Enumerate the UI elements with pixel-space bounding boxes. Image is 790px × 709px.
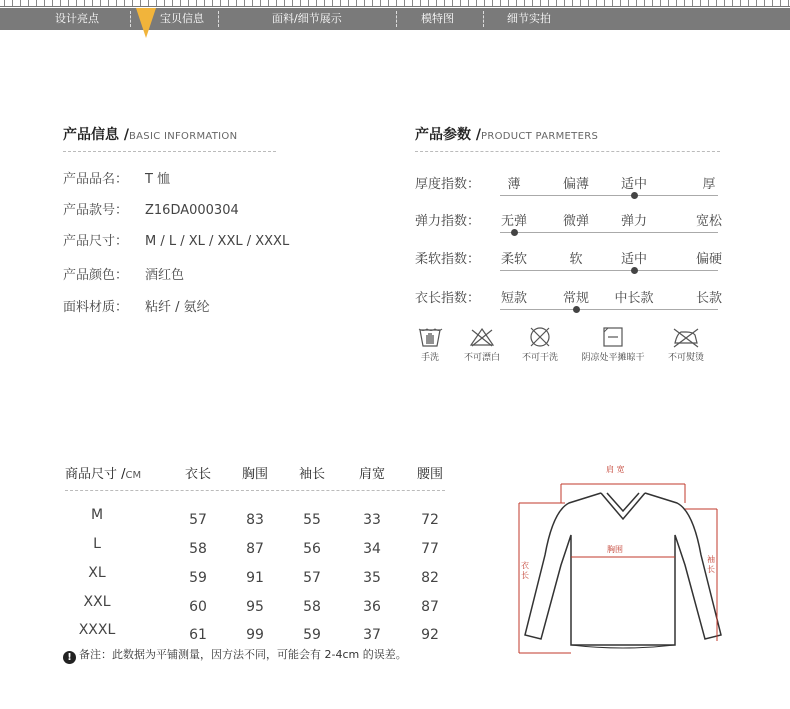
param-option: 宽松 [695, 214, 723, 229]
info-row-color [63, 264, 184, 283]
param-marker [573, 306, 580, 313]
param-option: 适中 [620, 177, 648, 192]
param-marker [631, 267, 638, 274]
care-label: 不可熨烫 [667, 353, 704, 363]
size-table-header [65, 463, 141, 482]
nav-design-highlights[interactable]: 设计亮点 [55, 12, 99, 25]
size-value-cell: 56 [303, 541, 321, 557]
param-option: 微弹 [562, 214, 590, 229]
info-value: 粘纤 / 氨纶 [145, 300, 210, 315]
nav-separator [130, 11, 131, 27]
size-value-cell: 57 [303, 570, 321, 586]
param-option: 薄 [507, 177, 521, 192]
size-column-header: 胸围 [241, 467, 269, 482]
param-option: 弹力 [620, 214, 648, 229]
size-cell: XL [88, 565, 106, 581]
size-cell: XXXL [78, 622, 116, 638]
care-item-dry-flat [577, 326, 649, 363]
garment-diagram [505, 455, 745, 665]
care-item-hand-wash [405, 326, 455, 363]
measurement-note [63, 646, 407, 664]
param-label: 柔软指数： [415, 252, 481, 267]
no-bleach-icon [468, 326, 496, 348]
basic-info-subtitle: BASIC INFORMATION [129, 131, 238, 142]
param-label: 弹力指数： [415, 214, 481, 229]
size-value-cell: 57 [189, 512, 207, 528]
info-label: 产品品名： [63, 172, 129, 187]
nav-detail-photos[interactable]: 细节实拍 [507, 12, 551, 25]
param-option: 常规 [562, 291, 590, 306]
size-cell: L [93, 536, 101, 552]
params-title: 产品参数 / [415, 127, 481, 143]
care-item-no-bleach [457, 326, 507, 363]
care-label: 不可干洗 [521, 353, 558, 363]
shoulder-width-label: 肩 宽 [606, 465, 625, 474]
param-option: 中长款 [614, 291, 654, 306]
param-scale-bar [500, 270, 718, 271]
info-value: 酒红色 [145, 268, 185, 283]
chest-label: 胸围 [607, 545, 623, 554]
size-value-cell: 99 [246, 627, 264, 643]
note-text: 备注：此数据为平铺测量，因方法不同，可能会有 2-4cm 的误差。 [79, 648, 407, 661]
care-item-no-iron [661, 326, 711, 363]
param-scale-bar [500, 309, 718, 310]
size-header-unit: CM [125, 470, 142, 481]
info-value: T 恤 [145, 172, 171, 187]
params-divider [415, 151, 720, 152]
size-value-cell: 58 [189, 541, 207, 557]
nav-bar [0, 8, 790, 30]
dry-flat-shade-icon [601, 326, 625, 348]
params-heading [415, 124, 598, 144]
size-value-cell: 37 [363, 627, 381, 643]
basic-info-divider [63, 151, 276, 152]
param-option: 偏硬 [695, 252, 723, 267]
size-value-cell: 92 [421, 627, 439, 643]
param-scale-bar [500, 232, 718, 233]
param-option: 厚 [702, 177, 716, 192]
size-value-cell: 72 [421, 512, 439, 528]
size-value-cell: 59 [189, 570, 207, 586]
sleeve-length-label: 袖长 [707, 555, 715, 574]
info-row-material [63, 296, 210, 315]
param-marker [631, 192, 638, 199]
info-row-style-number [63, 199, 239, 218]
size-table-divider [65, 490, 445, 491]
size-value-cell: 61 [189, 627, 207, 643]
info-row-sizes [63, 230, 289, 249]
size-value-cell: 59 [303, 627, 321, 643]
nav-fabric-details[interactable]: 面料/细节展示 [272, 12, 342, 25]
param-label: 厚度指数： [415, 177, 481, 192]
nav-active-indicator [136, 8, 156, 38]
size-column-header: 袖长 [298, 467, 326, 482]
size-value-cell: 95 [246, 599, 264, 615]
info-value: Z16DA000304 [145, 203, 239, 218]
size-value-cell: 34 [363, 541, 381, 557]
size-header-label: 商品尺寸 / [65, 467, 126, 482]
size-value-cell: 91 [246, 570, 264, 586]
hand-wash-icon [417, 326, 443, 348]
info-label: 产品颜色： [63, 268, 129, 283]
nav-separator [396, 11, 397, 27]
top-line [0, 6, 790, 7]
info-label: 面料材质： [63, 300, 129, 315]
info-label: 产品尺寸： [63, 234, 129, 249]
care-label: 不可漂白 [463, 353, 500, 363]
size-value-cell: 77 [421, 541, 439, 557]
size-cell: XXL [83, 594, 111, 610]
size-value-cell: 60 [189, 599, 207, 615]
info-row-name [63, 168, 170, 187]
param-option: 偏薄 [562, 177, 590, 192]
param-option: 无弹 [500, 214, 528, 229]
param-option: 长款 [695, 291, 723, 306]
size-value-cell: 87 [246, 541, 264, 557]
param-option: 柔软 [500, 252, 528, 267]
param-option: 适中 [620, 252, 648, 267]
info-value: M / L / XL / XXL / XXXL [145, 234, 290, 249]
size-value-cell: 58 [303, 599, 321, 615]
care-item-no-dry-clean [515, 326, 565, 363]
param-label: 衣长指数： [415, 291, 481, 306]
size-value-cell: 83 [246, 512, 264, 528]
size-column-header: 衣长 [184, 467, 212, 482]
size-value-cell: 87 [421, 599, 439, 615]
care-label: 阴凉处平摊晾干 [581, 353, 645, 363]
size-value-cell: 82 [421, 570, 439, 586]
size-value-cell: 36 [363, 599, 381, 615]
basic-info-heading [63, 124, 237, 144]
body-length-label: 衣长 [521, 561, 529, 580]
param-scale-bar [500, 195, 718, 196]
param-option: 软 [569, 252, 583, 267]
nav-separator [218, 11, 219, 27]
size-column-header: 肩宽 [358, 467, 386, 482]
size-cell: M [90, 507, 104, 523]
size-value-cell: 35 [363, 570, 381, 586]
basic-info-title: 产品信息 / [63, 127, 129, 143]
nav-product-info[interactable]: 宝贝信息 [160, 12, 204, 25]
size-value-cell: 55 [303, 512, 321, 528]
params-subtitle: PRODUCT PARMETERS [481, 131, 599, 142]
size-value-cell: 33 [363, 512, 381, 528]
nav-model-photos[interactable]: 模特图 [421, 12, 454, 25]
warning-icon: ! [63, 651, 76, 664]
no-dry-clean-icon [527, 326, 553, 348]
care-label: 手洗 [420, 353, 439, 363]
nav-separator [483, 11, 484, 27]
info-label: 产品款号： [63, 203, 129, 218]
param-marker [511, 229, 518, 236]
size-column-header: 腰围 [416, 467, 444, 482]
no-iron-icon [671, 326, 701, 348]
param-option: 短款 [500, 291, 528, 306]
